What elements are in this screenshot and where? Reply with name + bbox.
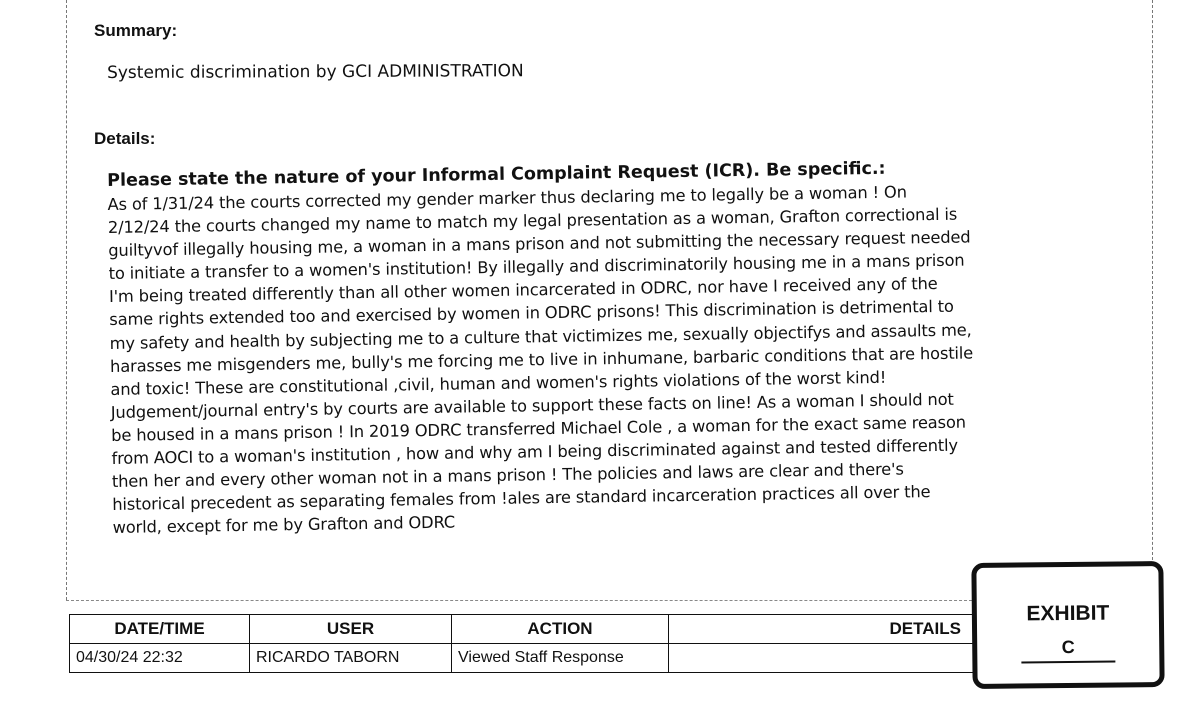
details-line: 2/12/24 the courts changed my name to match my legal presentation as a woman, Grafton correctional is <box>107 204 958 238</box>
details-line: to initiate a transfer to a women's institution! By illegally and discriminatorily housing me in a mans prison <box>108 250 965 284</box>
details-line: world, except for me by Grafton and ODRC <box>112 512 456 538</box>
cell-datetime: 04/30/24 22:32 <box>70 644 250 673</box>
exhibit-underline <box>1021 661 1115 664</box>
details-line: be housed in a mans prison ! In 2019 ODRC transferred Michael Cole , a woman for the exact same reason <box>111 412 967 445</box>
details-block <box>107 154 1153 540</box>
details-line: from AOCI to a woman's institution , how and why am I being discriminated against and tested differently <box>111 435 959 468</box>
cell-details <box>669 644 984 673</box>
cell-action: Viewed Staff Response <box>452 644 669 673</box>
details-line: guiltyvof illegally housing me, a woman in a mans prison and not submitting the necessary request needed <box>108 227 971 261</box>
column-header-details: DETAILS <box>669 615 984 644</box>
form-border-bottom <box>66 600 972 601</box>
cell-user: RICARDO TABORN <box>250 644 452 673</box>
exhibit-letter: C <box>1061 636 1075 658</box>
table-header-row <box>70 615 984 644</box>
details-line: As of 1/31/24 the courts corrected my gender marker thus declaring me to legally be a woman ! On <box>107 182 907 214</box>
details-line: I'm being treated differently than all other women incarcerated in ODRC, nor have I received any of the <box>108 274 938 307</box>
column-header-user: USER <box>250 615 452 644</box>
exhibit-title: EXHIBIT <box>1026 601 1110 626</box>
form-border-left <box>66 0 67 600</box>
icr-question-heading: Please state the nature of your Informal Complaint Request (ICR). Be specific.: <box>107 158 886 191</box>
column-header-datetime: DATE/TIME <box>70 615 250 644</box>
details-line: harasses me misgenders me, bully's me forcing me to live in inhumane, barbaric conditions that are hostile <box>109 343 974 376</box>
details-line: then her and every other woman not in a mans prison ! The policies and laws are clear and there's <box>111 459 904 492</box>
details-line: same rights extended too and exercised by women in ODRC prisons! This discrimination is detrimental to <box>109 297 954 330</box>
summary-text: Systemic discrimination by GCI ADMINISTRATION <box>107 61 524 83</box>
audit-log-table <box>69 614 984 673</box>
table-row <box>70 644 984 673</box>
details-line: my safety and health by subjecting me to a culture that victimizes me, sexually objectifys and assaults me, <box>109 320 972 353</box>
form-border-right <box>1152 0 1153 570</box>
details-label: Details: <box>94 129 156 148</box>
details-line: Judgement/journal entry's by courts are available to support these facts on line! As a woman I should not <box>110 389 954 422</box>
column-header-action: ACTION <box>452 615 669 644</box>
details-line: historical precedent as separating females from !ales are standard incarceration practices all over the <box>112 482 931 515</box>
details-line: and toxic! These are constitutional ,civil, human and women's rights violations of the worst kind! <box>110 367 887 399</box>
summary-label: Summary: <box>94 21 178 40</box>
exhibit-stamp <box>971 561 1164 689</box>
